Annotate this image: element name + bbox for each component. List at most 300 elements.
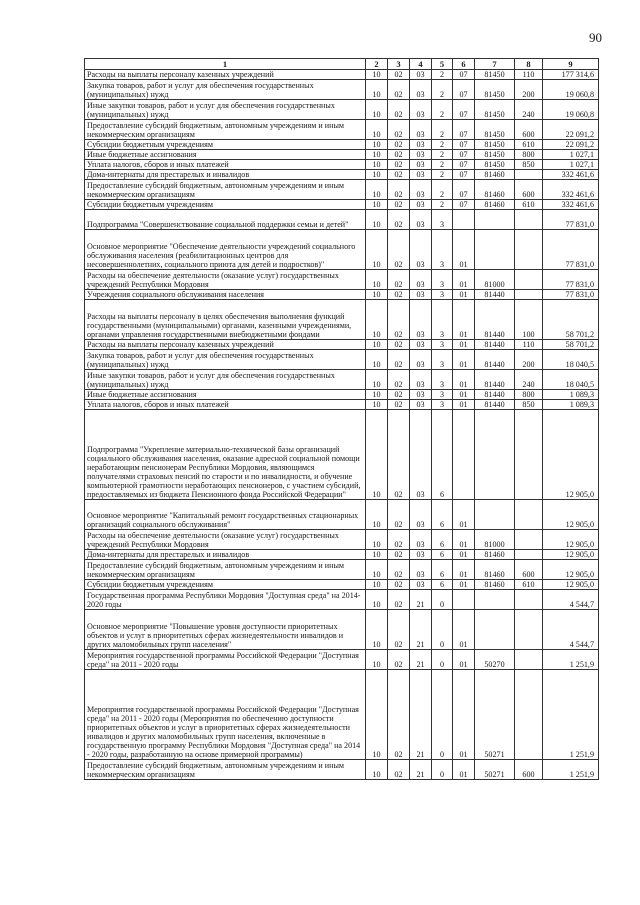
row-col-5: 0 bbox=[432, 670, 453, 760]
row-col-4: 21 bbox=[410, 650, 432, 670]
row-amount: 12 905,0 bbox=[543, 580, 599, 590]
row-col-2: 10 bbox=[366, 270, 388, 290]
row-name: Уплата налогов, сборов и иных платежей bbox=[85, 160, 366, 170]
table-row bbox=[85, 390, 599, 400]
row-col-7 bbox=[475, 500, 515, 530]
row-col-8: 610 bbox=[515, 200, 543, 210]
table-row bbox=[85, 590, 599, 610]
row-col-6: 01 bbox=[453, 230, 475, 270]
table-row bbox=[85, 400, 599, 410]
row-amount: 77 831,0 bbox=[543, 270, 599, 290]
row-col-8: 600 bbox=[515, 120, 543, 140]
row-name: Расходы на выплаты персоналу в целях обеспечения выполнения функций государственными (муниципальными) органами, казенными учреждениями, органами управления государственными внебюджетными фондами bbox=[85, 300, 366, 340]
row-col-3: 02 bbox=[388, 390, 410, 400]
row-col-6: 07 bbox=[453, 150, 475, 160]
row-col-3: 02 bbox=[388, 80, 410, 100]
row-col-3: 02 bbox=[388, 530, 410, 550]
row-name: Расходы на обеспечение деятельности (оказание услуг) государственных учреждений Республики Мордовия bbox=[85, 270, 366, 290]
row-amount: 332 461,6 bbox=[543, 200, 599, 210]
row-col-5: 6 bbox=[432, 530, 453, 550]
row-col-4: 03 bbox=[410, 140, 432, 150]
table-row bbox=[85, 500, 599, 530]
table-row bbox=[85, 530, 599, 550]
row-amount: 77 831,0 bbox=[543, 290, 599, 300]
row-col-7: 81450 bbox=[475, 140, 515, 150]
row-col-6: 01 bbox=[453, 290, 475, 300]
table-row bbox=[85, 760, 599, 780]
row-col-3: 02 bbox=[388, 150, 410, 160]
row-col-7: 81460 bbox=[475, 170, 515, 180]
row-col-5: 2 bbox=[432, 150, 453, 160]
table-row bbox=[85, 80, 599, 100]
row-col-3: 02 bbox=[388, 580, 410, 590]
row-col-8 bbox=[515, 610, 543, 650]
row-col-8: 850 bbox=[515, 400, 543, 410]
row-col-6: 01 bbox=[453, 550, 475, 560]
row-col-3: 02 bbox=[388, 290, 410, 300]
row-name: Дома-интернаты для престарелых и инвалидов bbox=[85, 170, 366, 180]
row-col-3: 02 bbox=[388, 410, 410, 500]
table-row bbox=[85, 230, 599, 270]
row-col-8 bbox=[515, 230, 543, 270]
row-col-7 bbox=[475, 610, 515, 650]
row-col-2: 10 bbox=[366, 350, 388, 370]
row-amount: 19 060,8 bbox=[543, 100, 599, 120]
row-col-2: 10 bbox=[366, 150, 388, 160]
row-col-2: 10 bbox=[366, 650, 388, 670]
row-col-5: 3 bbox=[432, 340, 453, 350]
row-col-3: 02 bbox=[388, 400, 410, 410]
row-col-8: 240 bbox=[515, 370, 543, 390]
row-col-2: 10 bbox=[366, 80, 388, 100]
row-amount: 12 905,0 bbox=[543, 530, 599, 550]
row-col-3: 02 bbox=[388, 340, 410, 350]
row-col-4: 03 bbox=[410, 160, 432, 170]
row-name: Подпрограмма "Укрепление материально-технической базы организаций социального обслуживания населения, оказание адресной социальной помощи неработающим пенсионерам Республики Мордовия, являющимся получателями страховых пенсий по старости и по инвалидности, и обучение компьютерной грамотности неработающих пенсионеров, с участием субсидий, предоставляемых из бюджета Пенсионного фонда Российской Федерации" bbox=[85, 410, 366, 500]
header-col-3: 3 bbox=[388, 59, 410, 70]
row-name: Предоставление субсидий бюджетным, автономным учреждениям и иным некоммерческим организациям bbox=[85, 560, 366, 580]
row-col-8: 850 bbox=[515, 160, 543, 170]
row-col-2: 10 bbox=[366, 760, 388, 780]
row-col-7: 81450 bbox=[475, 120, 515, 140]
row-col-4: 03 bbox=[410, 210, 432, 230]
row-col-3: 02 bbox=[388, 100, 410, 120]
row-col-5: 3 bbox=[432, 390, 453, 400]
row-col-5: 0 bbox=[432, 590, 453, 610]
row-name: Расходы на выплаты персоналу казенных учреждений bbox=[85, 70, 366, 80]
row-col-4: 03 bbox=[410, 150, 432, 160]
header-col-5: 5 bbox=[432, 59, 453, 70]
row-col-8: 800 bbox=[515, 150, 543, 160]
row-col-5: 2 bbox=[432, 70, 453, 80]
row-col-4: 03 bbox=[410, 80, 432, 100]
row-amount: 4 544,7 bbox=[543, 590, 599, 610]
row-col-2: 10 bbox=[366, 340, 388, 350]
row-amount: 332 461,6 bbox=[543, 170, 599, 180]
table-row bbox=[85, 160, 599, 170]
row-col-8: 240 bbox=[515, 100, 543, 120]
row-col-2: 10 bbox=[366, 550, 388, 560]
row-col-3: 02 bbox=[388, 550, 410, 560]
row-col-6: 01 bbox=[453, 350, 475, 370]
header-col-7: 7 bbox=[475, 59, 515, 70]
row-col-8 bbox=[515, 290, 543, 300]
row-name: Закупка товаров, работ и услуг для обеспечения государственных (муниципальных) нужд bbox=[85, 80, 366, 100]
row-col-7 bbox=[475, 210, 515, 230]
row-col-8 bbox=[515, 530, 543, 550]
row-name: Государственная программа Республики Мордовия "Доступная среда" на 2014-2020 годы bbox=[85, 590, 366, 610]
row-col-4: 03 bbox=[410, 580, 432, 590]
row-amount: 1 089,3 bbox=[543, 400, 599, 410]
row-col-3: 02 bbox=[388, 70, 410, 80]
row-col-3: 02 bbox=[388, 140, 410, 150]
row-col-2: 10 bbox=[366, 300, 388, 340]
row-col-6: 01 bbox=[453, 560, 475, 580]
row-col-8 bbox=[515, 550, 543, 560]
row-amount: 1 027,1 bbox=[543, 150, 599, 160]
row-col-3: 02 bbox=[388, 590, 410, 610]
row-col-5: 6 bbox=[432, 500, 453, 530]
row-name: Учреждения социального обслуживания населения bbox=[85, 290, 366, 300]
row-col-8: 100 bbox=[515, 300, 543, 340]
row-col-4: 03 bbox=[410, 500, 432, 530]
row-col-5: 3 bbox=[432, 370, 453, 390]
header-col-4: 4 bbox=[410, 59, 432, 70]
row-col-6: 01 bbox=[453, 580, 475, 590]
row-col-4: 21 bbox=[410, 760, 432, 780]
row-col-6: 01 bbox=[453, 530, 475, 550]
row-col-3: 02 bbox=[388, 760, 410, 780]
row-col-4: 21 bbox=[410, 590, 432, 610]
row-amount: 58 701,2 bbox=[543, 340, 599, 350]
table-row bbox=[85, 350, 599, 370]
row-name: Иные бюджетные ассигнования bbox=[85, 150, 366, 160]
row-col-7: 81460 bbox=[475, 550, 515, 560]
row-name: Мероприятия государственной программы Российской Федерации "Доступная среда" на 2011 - 2020 годы bbox=[85, 650, 366, 670]
row-col-4: 03 bbox=[410, 200, 432, 210]
row-col-6: 01 bbox=[453, 400, 475, 410]
header-col-1: 1 bbox=[85, 59, 366, 70]
row-amount: 22 091,2 bbox=[543, 140, 599, 150]
row-col-4: 03 bbox=[410, 230, 432, 270]
table-row bbox=[85, 140, 599, 150]
row-col-8: 610 bbox=[515, 140, 543, 150]
row-col-8: 200 bbox=[515, 350, 543, 370]
row-col-6: 01 bbox=[453, 500, 475, 530]
row-col-4: 03 bbox=[410, 560, 432, 580]
row-name: Иные бюджетные ассигнования bbox=[85, 390, 366, 400]
row-col-3: 02 bbox=[388, 200, 410, 210]
row-col-5: 3 bbox=[432, 290, 453, 300]
row-col-3: 02 bbox=[388, 370, 410, 390]
row-col-2: 10 bbox=[366, 160, 388, 170]
row-col-2: 10 bbox=[366, 500, 388, 530]
row-col-6 bbox=[453, 590, 475, 610]
row-name: Иные закупки товаров, работ и услуг для обеспечения государственных (муниципальных) нужд bbox=[85, 100, 366, 120]
row-amount: 1 251,9 bbox=[543, 670, 599, 760]
row-name: Подпрограмма "Совершенствование социальной поддержки семьи и детей" bbox=[85, 210, 366, 230]
row-amount: 332 461,6 bbox=[543, 180, 599, 200]
row-col-2: 10 bbox=[366, 560, 388, 580]
table-row bbox=[85, 210, 599, 230]
row-col-7: 81440 bbox=[475, 300, 515, 340]
header-col-8: 8 bbox=[515, 59, 543, 70]
row-amount: 1 251,9 bbox=[543, 650, 599, 670]
row-col-4: 03 bbox=[410, 290, 432, 300]
row-col-3: 02 bbox=[388, 180, 410, 200]
row-col-4: 03 bbox=[410, 410, 432, 500]
row-col-6: 07 bbox=[453, 70, 475, 80]
row-col-2: 10 bbox=[366, 140, 388, 150]
row-name: Мероприятия государственной программы Российской Федерации "Доступная среда" на 2011 - 2020 годы (Мероприятия по обеспечению доступности приоритетных объектов и услуг в приоритетных сферах жизнедеятельности инвалидов и других маломобильных групп населения, включенные в государственную программу Республики Мордовия "Доступная среда" на 2014 - 2020 годы, разработанную на основе примерной программы) bbox=[85, 670, 366, 760]
row-col-4: 03 bbox=[410, 300, 432, 340]
row-name: Иные закупки товаров, работ и услуг для обеспечения государственных (муниципальных) нужд bbox=[85, 370, 366, 390]
row-col-7: 81460 bbox=[475, 180, 515, 200]
row-col-2: 10 bbox=[366, 400, 388, 410]
row-col-6 bbox=[453, 210, 475, 230]
row-col-6: 01 bbox=[453, 670, 475, 760]
row-col-3: 02 bbox=[388, 670, 410, 760]
row-col-5: 3 bbox=[432, 210, 453, 230]
row-name: Субсидии бюджетным учреждениям bbox=[85, 200, 366, 210]
row-amount: 12 905,0 bbox=[543, 550, 599, 560]
row-col-5: 3 bbox=[432, 350, 453, 370]
row-col-2: 10 bbox=[366, 290, 388, 300]
row-col-7: 81450 bbox=[475, 100, 515, 120]
table-row bbox=[85, 670, 599, 760]
row-col-6: 01 bbox=[453, 390, 475, 400]
row-col-7: 50270 bbox=[475, 650, 515, 670]
row-col-7 bbox=[475, 230, 515, 270]
row-name: Расходы на выплаты персоналу казенных учреждений bbox=[85, 340, 366, 350]
row-col-3: 02 bbox=[388, 650, 410, 670]
row-col-8: 600 bbox=[515, 560, 543, 580]
row-col-2: 10 bbox=[366, 170, 388, 180]
budget-table bbox=[84, 58, 599, 780]
row-col-2: 10 bbox=[366, 390, 388, 400]
row-col-5: 0 bbox=[432, 760, 453, 780]
row-col-5: 6 bbox=[432, 550, 453, 560]
row-amount: 177 314,6 bbox=[543, 70, 599, 80]
row-col-3: 02 bbox=[388, 170, 410, 180]
row-col-5: 2 bbox=[432, 200, 453, 210]
row-col-3: 02 bbox=[388, 230, 410, 270]
table-row bbox=[85, 610, 599, 650]
row-col-7: 81450 bbox=[475, 80, 515, 100]
row-col-5: 0 bbox=[432, 650, 453, 670]
row-col-7: 81460 bbox=[475, 580, 515, 590]
row-col-5: 3 bbox=[432, 400, 453, 410]
row-col-4: 03 bbox=[410, 340, 432, 350]
row-col-4: 03 bbox=[410, 350, 432, 370]
row-amount: 19 060,8 bbox=[543, 80, 599, 100]
row-col-7: 50271 bbox=[475, 760, 515, 780]
row-col-6: 01 bbox=[453, 300, 475, 340]
row-amount: 22 091,2 bbox=[543, 120, 599, 140]
row-col-5: 6 bbox=[432, 560, 453, 580]
row-col-2: 10 bbox=[366, 410, 388, 500]
table-row bbox=[85, 270, 599, 290]
row-col-6: 01 bbox=[453, 340, 475, 350]
row-col-8 bbox=[515, 650, 543, 670]
row-col-2: 10 bbox=[366, 370, 388, 390]
row-col-2: 10 bbox=[366, 120, 388, 140]
row-col-3: 02 bbox=[388, 160, 410, 170]
table-row bbox=[85, 200, 599, 210]
row-col-6: 07 bbox=[453, 140, 475, 150]
row-amount: 1 089,3 bbox=[543, 390, 599, 400]
row-amount: 12 905,0 bbox=[543, 410, 599, 500]
row-col-2: 10 bbox=[366, 100, 388, 120]
row-col-5: 2 bbox=[432, 160, 453, 170]
row-amount: 1 027,1 bbox=[543, 160, 599, 170]
row-col-6: 07 bbox=[453, 180, 475, 200]
row-col-3: 02 bbox=[388, 610, 410, 650]
row-amount: 18 040,5 bbox=[543, 350, 599, 370]
row-col-4: 03 bbox=[410, 550, 432, 560]
row-col-5: 2 bbox=[432, 140, 453, 150]
table-row bbox=[85, 340, 599, 350]
row-name: Предоставление субсидий бюджетным, автономным учреждениям и иным некоммерческим организациям bbox=[85, 120, 366, 140]
table-row bbox=[85, 180, 599, 200]
header-col-2: 2 bbox=[366, 59, 388, 70]
table-row bbox=[85, 120, 599, 140]
row-col-6: 07 bbox=[453, 80, 475, 100]
row-col-2: 10 bbox=[366, 200, 388, 210]
table-row bbox=[85, 560, 599, 580]
row-name: Предоставление субсидий бюджетным, автономным учреждениям и иным некоммерческим организациям bbox=[85, 180, 366, 200]
row-col-8 bbox=[515, 170, 543, 180]
table-row bbox=[85, 580, 599, 590]
row-col-2: 10 bbox=[366, 210, 388, 230]
row-col-5: 3 bbox=[432, 270, 453, 290]
row-amount: 4 544,7 bbox=[543, 610, 599, 650]
table-row bbox=[85, 650, 599, 670]
row-col-6: 01 bbox=[453, 650, 475, 670]
row-col-5: 2 bbox=[432, 80, 453, 100]
row-col-4: 03 bbox=[410, 390, 432, 400]
row-col-8: 200 bbox=[515, 80, 543, 100]
row-col-4: 03 bbox=[410, 530, 432, 550]
row-col-2: 10 bbox=[366, 180, 388, 200]
row-col-7: 81450 bbox=[475, 70, 515, 80]
row-col-7 bbox=[475, 590, 515, 610]
table-row bbox=[85, 300, 599, 340]
row-name: Основное мероприятие "Повышение уровня доступности приоритетных объектов и услуг в приоритетных сферах жизнедеятельности инвалидов и других маломобильных групп населения" bbox=[85, 610, 366, 650]
row-col-8: 600 bbox=[515, 760, 543, 780]
row-col-8 bbox=[515, 590, 543, 610]
row-col-6: 07 bbox=[453, 100, 475, 120]
row-col-6: 01 bbox=[453, 610, 475, 650]
row-col-8 bbox=[515, 210, 543, 230]
row-col-3: 02 bbox=[388, 270, 410, 290]
row-col-4: 03 bbox=[410, 270, 432, 290]
row-col-2: 10 bbox=[366, 590, 388, 610]
row-col-7: 81000 bbox=[475, 270, 515, 290]
table-row bbox=[85, 290, 599, 300]
header-col-9: 9 bbox=[543, 59, 599, 70]
row-col-5: 0 bbox=[432, 610, 453, 650]
row-amount: 12 905,0 bbox=[543, 560, 599, 580]
table-body bbox=[85, 70, 599, 780]
table-row bbox=[85, 100, 599, 120]
row-col-8: 110 bbox=[515, 340, 543, 350]
row-col-8 bbox=[515, 410, 543, 500]
row-col-2: 10 bbox=[366, 70, 388, 80]
row-col-7 bbox=[475, 410, 515, 500]
row-name: Основное мероприятие "Обеспечение деятельности учреждений социального обслуживания населения (реабилитационных центров для несовершеннолетних, социального приюта для детей и подростков)" bbox=[85, 230, 366, 270]
row-col-7: 81440 bbox=[475, 350, 515, 370]
row-amount: 77 831,0 bbox=[543, 230, 599, 270]
table-row bbox=[85, 410, 599, 500]
row-col-4: 03 bbox=[410, 170, 432, 180]
row-amount: 58 701,2 bbox=[543, 300, 599, 340]
row-col-8: 800 bbox=[515, 390, 543, 400]
row-col-5: 3 bbox=[432, 300, 453, 340]
row-col-4: 03 bbox=[410, 70, 432, 80]
row-name: Субсидии бюджетным учреждениям bbox=[85, 140, 366, 150]
row-col-6 bbox=[453, 410, 475, 500]
row-col-7: 81000 bbox=[475, 530, 515, 550]
row-col-7: 81460 bbox=[475, 200, 515, 210]
row-col-6: 07 bbox=[453, 200, 475, 210]
row-col-7: 81440 bbox=[475, 290, 515, 300]
row-col-8 bbox=[515, 670, 543, 760]
row-col-8: 610 bbox=[515, 580, 543, 590]
row-amount: 18 040,5 bbox=[543, 370, 599, 390]
row-col-3: 02 bbox=[388, 120, 410, 140]
row-col-4: 03 bbox=[410, 180, 432, 200]
table-row bbox=[85, 150, 599, 160]
row-col-6: 01 bbox=[453, 370, 475, 390]
page-number: 90 bbox=[589, 30, 602, 45]
row-col-6: 07 bbox=[453, 170, 475, 180]
row-col-3: 02 bbox=[388, 560, 410, 580]
row-name: Уплата налогов, сборов и иных платежей bbox=[85, 400, 366, 410]
row-col-7: 81440 bbox=[475, 400, 515, 410]
row-col-3: 02 bbox=[388, 300, 410, 340]
row-col-2: 10 bbox=[366, 530, 388, 550]
row-col-5: 2 bbox=[432, 170, 453, 180]
row-col-7: 81450 bbox=[475, 150, 515, 160]
row-col-4: 03 bbox=[410, 370, 432, 390]
row-col-5: 3 bbox=[432, 230, 453, 270]
row-col-8 bbox=[515, 270, 543, 290]
row-col-7: 81440 bbox=[475, 370, 515, 390]
table-row bbox=[85, 370, 599, 390]
row-col-2: 10 bbox=[366, 670, 388, 760]
row-amount: 12 905,0 bbox=[543, 500, 599, 530]
row-name: Субсидии бюджетным учреждениям bbox=[85, 580, 366, 590]
row-col-6: 07 bbox=[453, 160, 475, 170]
row-col-8 bbox=[515, 500, 543, 530]
row-col-4: 21 bbox=[410, 670, 432, 760]
row-col-7: 81440 bbox=[475, 340, 515, 350]
row-col-5: 2 bbox=[432, 180, 453, 200]
row-amount: 1 251,9 bbox=[543, 760, 599, 780]
row-col-2: 10 bbox=[366, 230, 388, 270]
row-col-5: 2 bbox=[432, 100, 453, 120]
row-col-6: 01 bbox=[453, 270, 475, 290]
row-col-2: 10 bbox=[366, 610, 388, 650]
row-name: Закупка товаров, работ и услуг для обеспечения государственных (муниципальных) нужд bbox=[85, 350, 366, 370]
row-col-4: 03 bbox=[410, 100, 432, 120]
row-col-7: 81440 bbox=[475, 390, 515, 400]
table-row bbox=[85, 170, 599, 180]
row-col-7: 81460 bbox=[475, 560, 515, 580]
table-header-row bbox=[85, 59, 599, 70]
row-name: Дома-интернаты для престарелых и инвалидов bbox=[85, 550, 366, 560]
